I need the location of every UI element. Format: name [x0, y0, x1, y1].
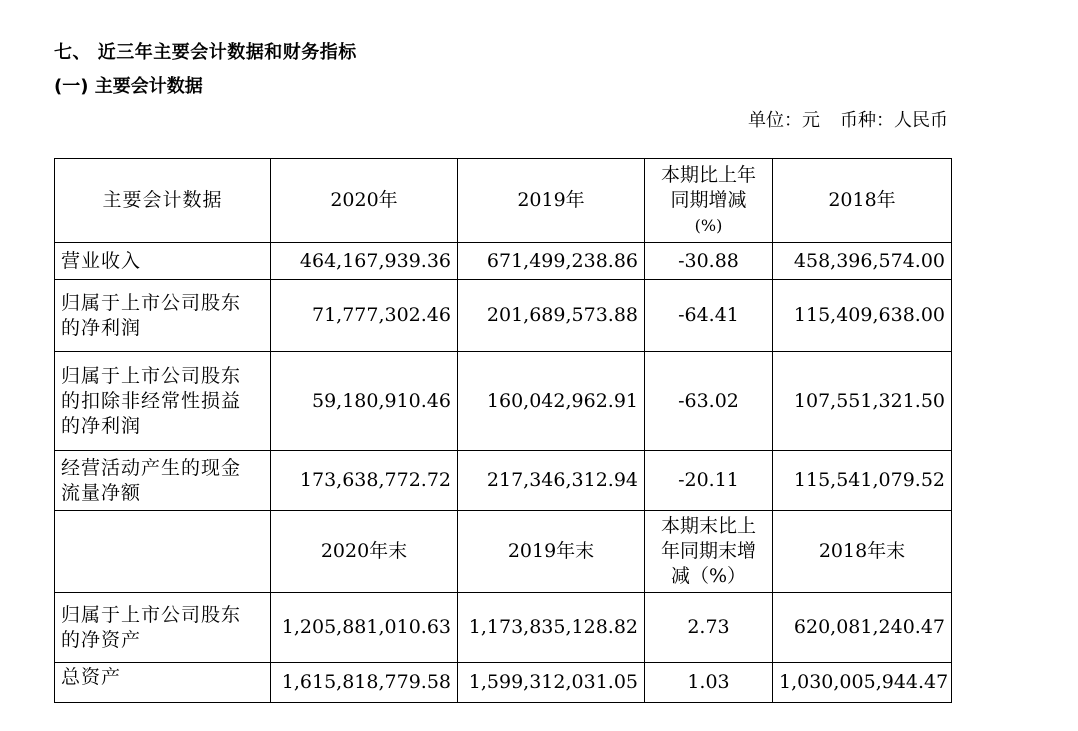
header-line: 本期比上年: [660, 164, 756, 186]
cell-2019: 671,499,238.86: [458, 243, 645, 280]
table-header-row: [55, 159, 952, 243]
header-cell: 2018年末: [773, 511, 952, 593]
header-cell: 2018年: [773, 159, 952, 243]
header-cell: [55, 511, 271, 593]
header-cell-change: [645, 511, 773, 593]
cell-2019: 1,599,312,031.05: [458, 663, 645, 703]
cell-2020: 173,638,772.72: [271, 451, 458, 511]
header-cell-change: [645, 159, 773, 243]
unit-label: 单位：元: [748, 110, 820, 131]
row-label: 经营活动产生的现金 流量净额: [55, 451, 271, 511]
cell-2018: 115,409,638.00: [773, 280, 952, 352]
header-line: (%): [694, 216, 723, 235]
cell-2020: 71,777,302.46: [271, 280, 458, 352]
cell-change: 1.03: [645, 663, 773, 703]
header-cell: 主要会计数据: [55, 159, 271, 243]
table-row: [55, 280, 952, 352]
cell-2020: 464,167,939.36: [271, 243, 458, 280]
subsection-heading: (一) 主要会计数据: [54, 76, 203, 97]
header-line: 同期增减: [670, 189, 747, 211]
currency-label: 币种：人民币: [840, 110, 948, 131]
row-label: 归属于上市公司股东 的扣除非经常性损益 的净利润: [55, 352, 271, 451]
table-row: [55, 243, 952, 280]
table-row: [55, 663, 952, 703]
cell-2018: 107,551,321.50: [773, 352, 952, 451]
cell-change: 2.73: [645, 593, 773, 663]
header-cell: 2020年末: [271, 511, 458, 593]
table-row: [55, 451, 952, 511]
cell-2020: 1,615,818,779.58: [271, 663, 458, 703]
row-label: 营业收入: [55, 243, 271, 280]
cell-change: -63.02: [645, 352, 773, 451]
header-line: 本期末比上: [660, 515, 756, 537]
cell-2020: 1,205,881,010.63: [271, 593, 458, 663]
table-row: [55, 352, 952, 451]
accounting-data-table: [54, 158, 952, 703]
cell-2018: 115,541,079.52: [773, 451, 952, 511]
cell-2019: 160,042,962.91: [458, 352, 645, 451]
cell-2019: 217,346,312.94: [458, 451, 645, 511]
row-label: 归属于上市公司股东 的净资产: [55, 593, 271, 663]
cell-2019: 201,689,573.88: [458, 280, 645, 352]
cell-change: -20.11: [645, 451, 773, 511]
table-header-row: [55, 511, 952, 593]
cell-2018: 620,081,240.47: [773, 593, 952, 663]
header-cell: 2020年: [271, 159, 458, 243]
unit-currency-line: [748, 106, 948, 132]
row-label: 总资产: [55, 663, 271, 703]
header-cell: 2019年: [458, 159, 645, 243]
row-label: 归属于上市公司股东 的净利润: [55, 280, 271, 352]
cell-2019: 1,173,835,128.82: [458, 593, 645, 663]
cell-change: -64.41: [645, 280, 773, 352]
header-cell: 2019年末: [458, 511, 645, 593]
cell-2018: 458,396,574.00: [773, 243, 952, 280]
header-line: 减（%）: [670, 565, 747, 587]
table-row: [55, 593, 952, 663]
header-line: 年同期末增: [660, 540, 756, 562]
cell-2018: 1,030,005,944.47: [773, 663, 952, 703]
section-heading: 七、 近三年主要会计数据和财务指标: [54, 42, 357, 63]
cell-2020: 59,180,910.46: [271, 352, 458, 451]
cell-change: -30.88: [645, 243, 773, 280]
